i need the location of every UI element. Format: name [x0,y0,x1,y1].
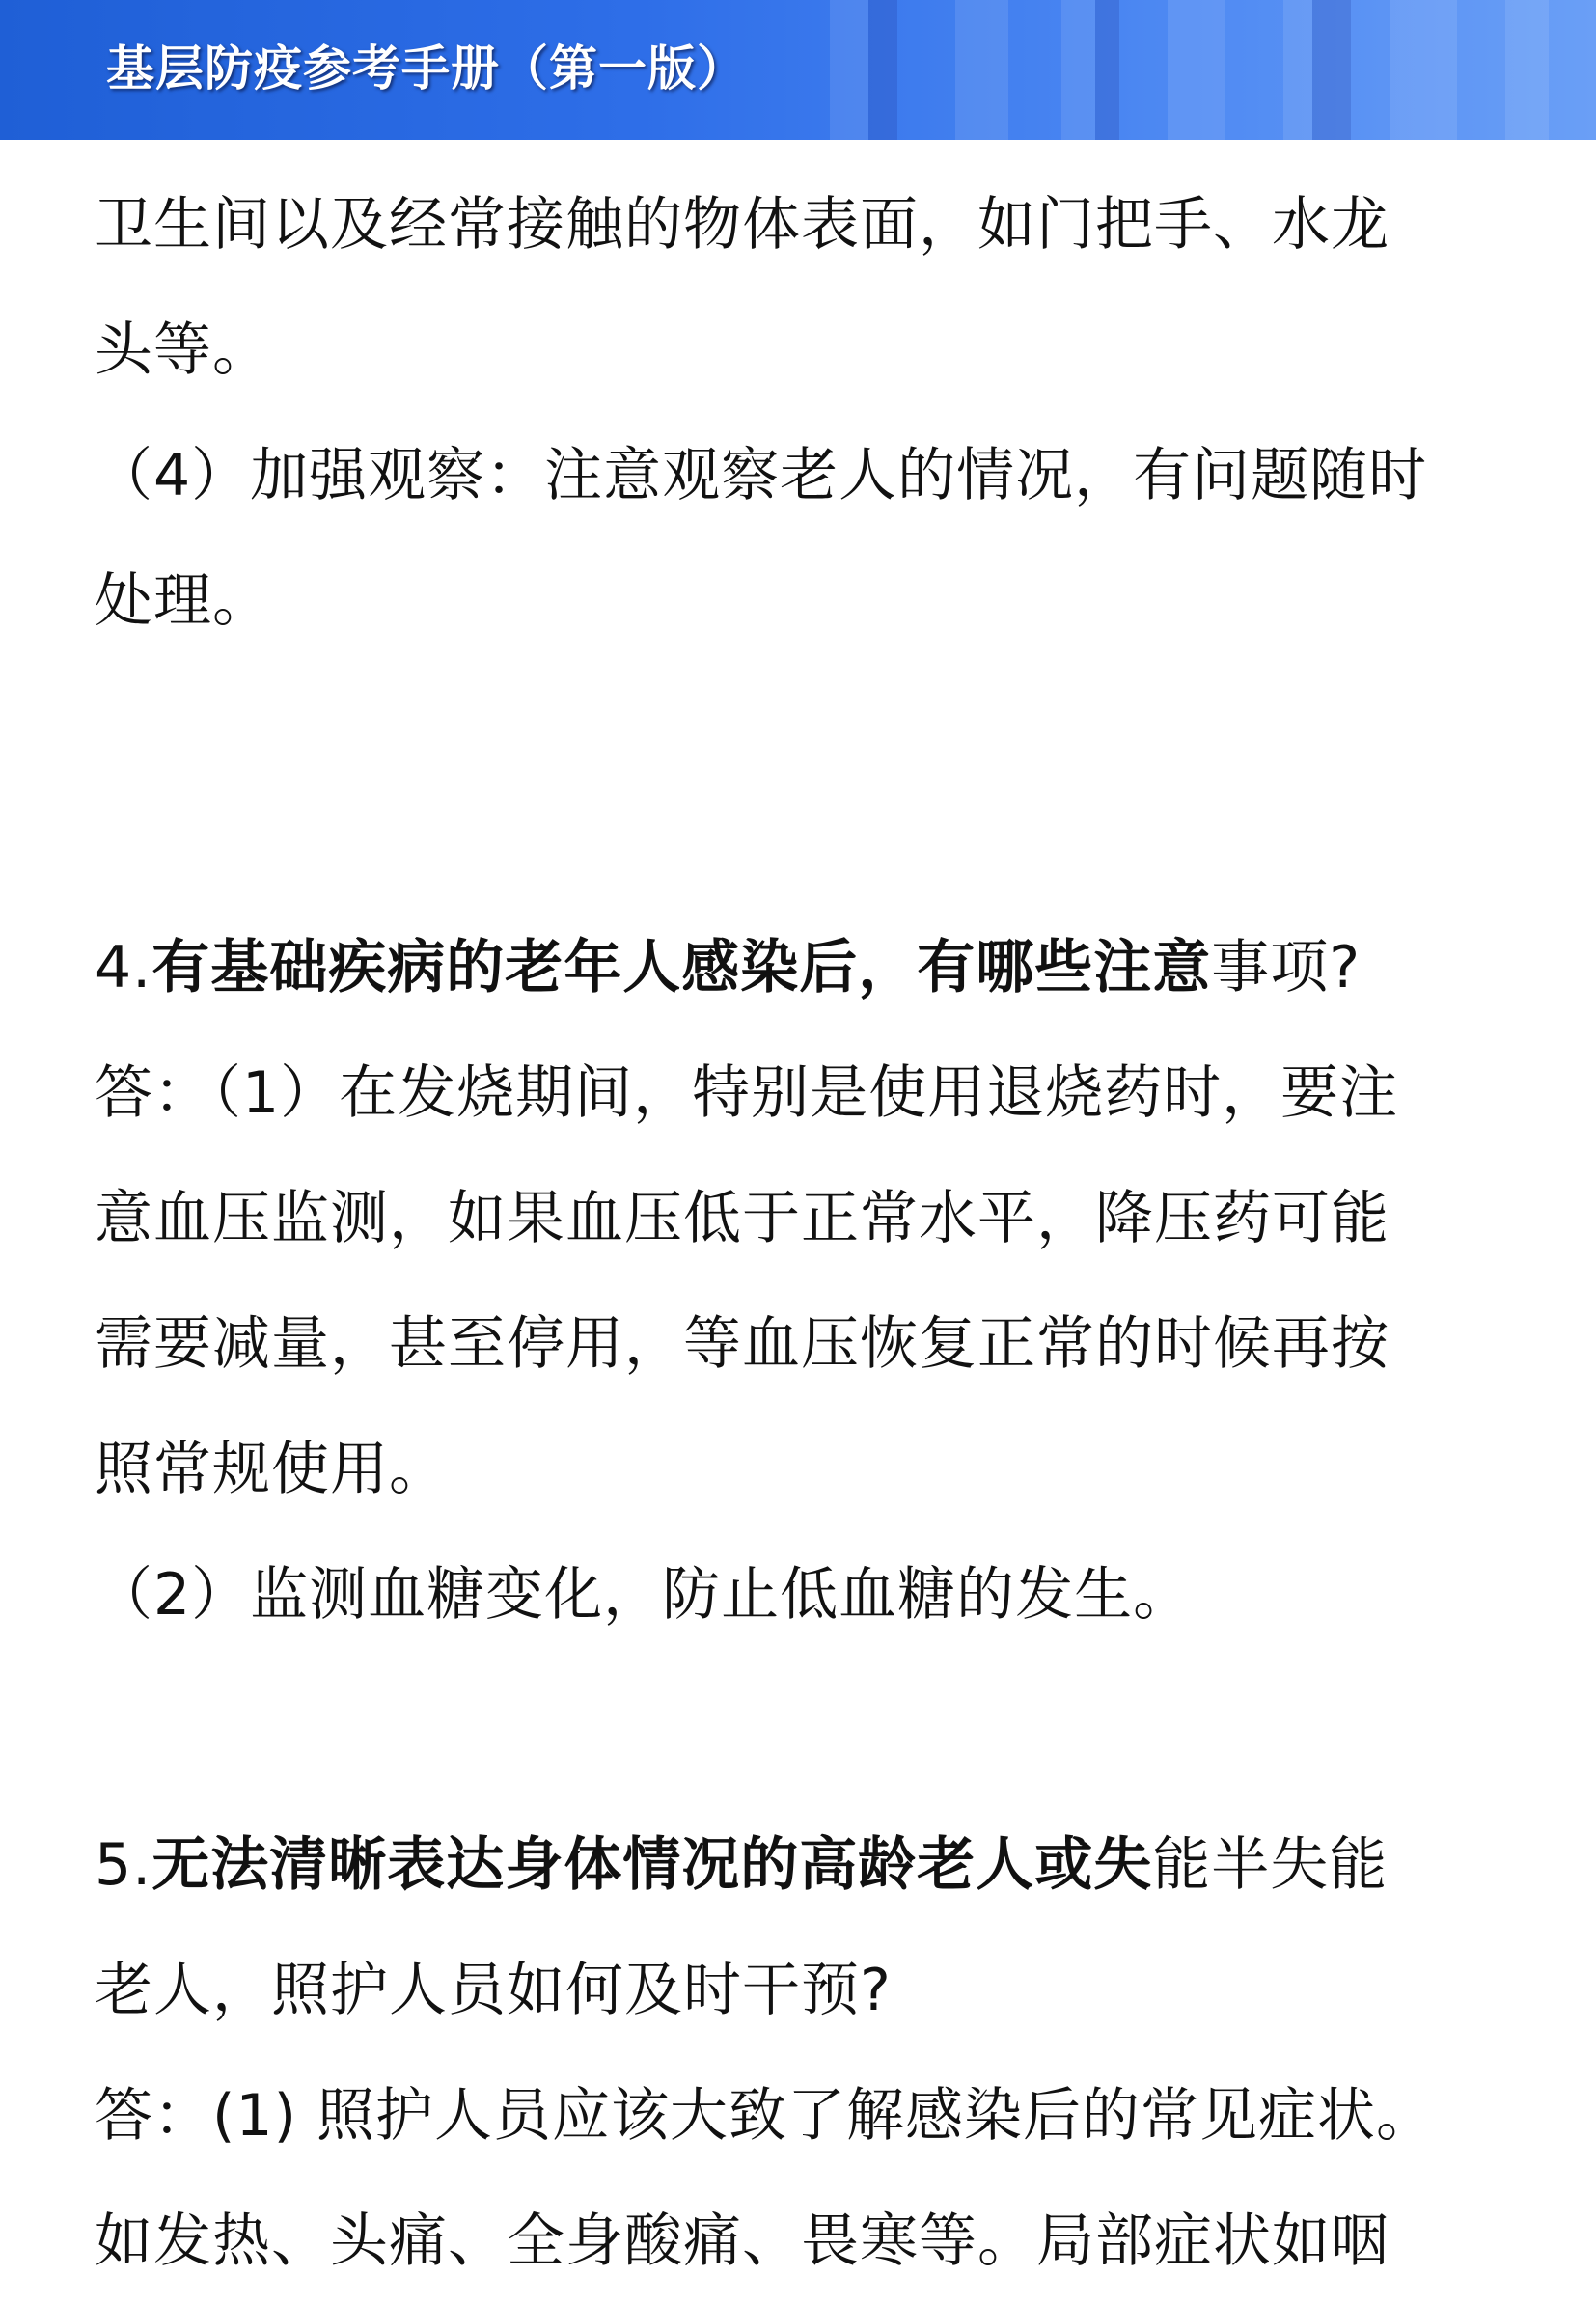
question-number: 5. [95,1831,152,1899]
answer-line: 如发热、头痛、全身酸痛、畏寒等。局部症状如咽 [95,2208,1390,2275]
question-rest-text: 能半失能 [1152,1831,1389,1899]
banner-stripe [1168,0,1225,140]
banner-stripe [830,0,868,140]
banner-stripe [955,0,1008,140]
question-rest-text: 事项? [1211,934,1362,1001]
section-spacer [95,1658,1503,1802]
question-4-heading [95,905,1503,1030]
answer-line: 照常规使用。 [95,1436,448,1503]
page-title: 基层防疫参考手册（第一版） [106,41,746,96]
answer-line: 需要减量，甚至停用，等血压恢复正常的时候再按 [95,1310,1390,1378]
paragraph-line: 处理。 [95,567,271,635]
banner-stripe [1390,0,1457,140]
banner-stripe [1505,0,1549,140]
question-bold-text: 无法清晰表达身体情况的高龄老人或失 [151,1831,1153,1899]
banner-stripe [1061,0,1095,140]
question-line: 老人，照护人员如何及时干预? [95,1957,892,2024]
document-body [95,162,1503,2304]
answer-line: （2）监测血糖变化，防止低血糖的发生。 [95,1561,1193,1629]
question-bold-text: 有基础疾病的老年人感染后，有哪些注意 [151,934,1212,1001]
section-spacer [95,664,1503,905]
question-5-heading [95,1802,1503,1928]
banner-stripe [868,0,897,140]
answer-line: 答：（1）在发烧期间，特别是使用退烧药时，要注 [95,1059,1399,1127]
question-number: 4. [95,934,152,1001]
answer-line: 意血压监测，如果血压低于正常水平，降压药可能 [95,1185,1390,1252]
paragraph-line: （4）加强观察：注意观察老人的情况，有问题随时 [95,442,1428,509]
header-banner [0,0,1596,140]
answer-line: 答：(1) 照护人员应该大致了解感染后的常见症状。 [95,2082,1436,2150]
banner-stripe [1095,0,1119,140]
banner-stripe [1312,0,1351,140]
paragraph-line: 头等。 [95,316,271,384]
banner-stripe [1283,0,1312,140]
paragraph-line: 卫生间以及经常接触的物体表面，如门把手、水龙 [95,191,1390,259]
